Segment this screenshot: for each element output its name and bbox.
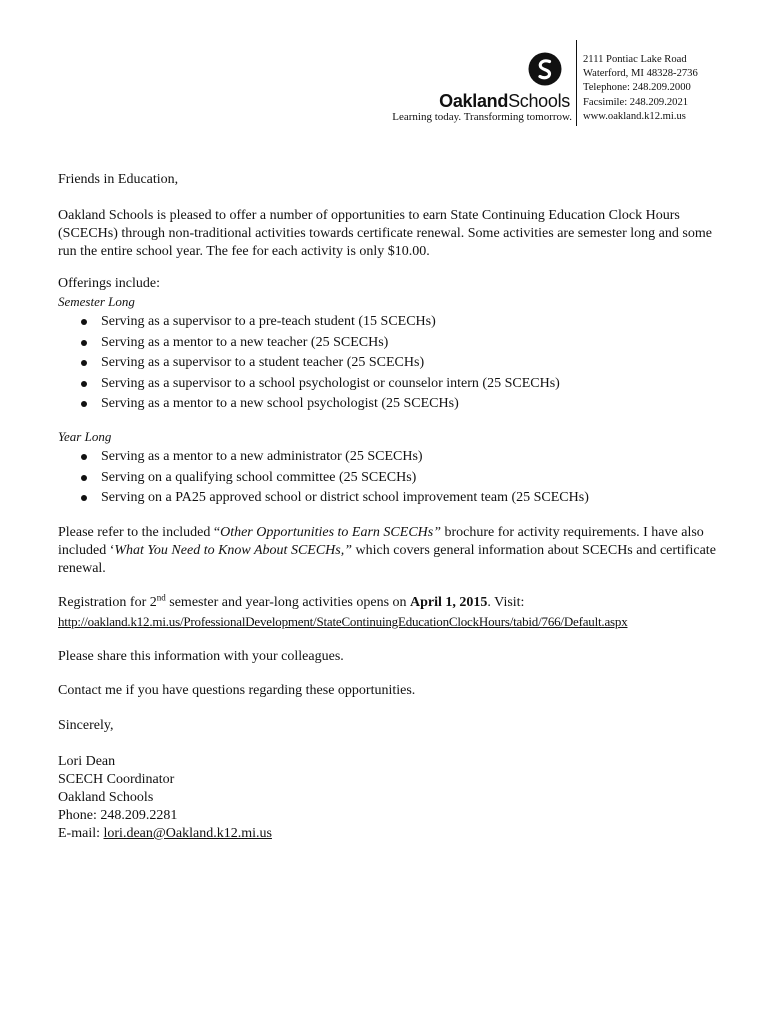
bullet-icon [81, 360, 87, 366]
tagline: Learning today. Transforming tomorrow. [392, 111, 572, 123]
list-item: Serving on a PA25 approved school or district school improvement team (25 SCECHs) [58, 489, 718, 510]
bullet-icon [81, 381, 87, 387]
list-item: Serving as a mentor to a new administrator (25 SCECHs) [58, 448, 718, 469]
address-facsimile: Facsimile: 248.209.2021 [583, 96, 689, 108]
letterhead [0, 0, 770, 130]
bullet-icon [81, 319, 87, 325]
address-block [583, 53, 698, 124]
signature-organization: Oakland Schools [58, 790, 154, 805]
signature-title: SCECH Coordinator [58, 772, 175, 787]
closing: Sincerely, [58, 718, 114, 733]
share-paragraph: Please share this information with your colleagues. [58, 649, 344, 664]
year-long-list [58, 448, 718, 510]
offerings-heading: Offerings include: [58, 276, 160, 291]
brand-wordmark [438, 91, 570, 112]
semester-long-list [58, 313, 718, 416]
year-long-heading: Year Long [58, 429, 112, 444]
address-telephone: Telephone: 248.209.2000 [583, 82, 691, 94]
bullet-icon [81, 454, 87, 460]
list-item: Serving as a supervisor to a school psychologist or counselor intern (25 SCECHs) [58, 375, 718, 396]
address-street: 2111 Pontiac Lake Road [583, 54, 687, 65]
refer-paragraph: Please refer to the included “Other Opportunities to Earn SCECHs” brochure for activity requirements. I have also included ‘What You Need to Know About SCECHs,” which covers general information about SCECHs and certificate renewal. [58, 525, 716, 576]
registration-paragraph: Registration for 2nd semester and year-long activities opens on April 1, 2015. Visit: [58, 592, 525, 610]
intro-paragraph: Oakland Schools is pleased to offer a number of opportunities to earn State Continuing Education Clock Hours (SCECHs) through non-traditional activities towards certificate renewal. Some activities are semester long and some run the entire school year. The fee for each activity is only $10.00. [58, 208, 712, 259]
address-city: Waterford, MI 48328-2736 [583, 68, 698, 80]
bullet-icon [81, 340, 87, 346]
brochure-title: Other Opportunities to Earn SCECHs” [220, 525, 441, 540]
list-item: Serving as a supervisor to a pre-teach student (15 SCECHs) [58, 313, 718, 334]
greeting: Friends in Education, [58, 172, 179, 187]
contact-paragraph: Contact me if you have questions regarding these opportunities. [58, 683, 416, 698]
registration-date: April 1, 2015 [410, 595, 488, 610]
bullet-icon [81, 401, 87, 407]
list-item: Serving as a mentor to a new teacher (25 SCECHs) [58, 334, 718, 355]
list-item: Serving on a qualifying school committee (25 SCECHs) [58, 469, 718, 490]
bullet-icon [81, 495, 87, 501]
address-website: www.oakland.k12.mi.us [583, 110, 686, 122]
guide-title: What You Need to Know About SCECHs,” [114, 543, 353, 558]
brand-bold: Oakland [439, 91, 509, 111]
semester-long-heading: Semester Long [58, 294, 135, 309]
letterhead-divider [576, 40, 577, 126]
bullet-icon [81, 475, 87, 481]
list-item: Serving as a supervisor to a student teacher (25 SCECHs) [58, 354, 718, 375]
oakland-schools-logo-icon [528, 52, 562, 86]
registration-url-line [58, 613, 718, 631]
registration-link[interactable]: http://oakland.k12.mi.us/ProfessionalDevelopment/StateContinuingEducationClockHours/tabid/766/Default.aspx [58, 614, 628, 629]
brand-light: Schools [508, 91, 570, 111]
list-item: Serving as a mentor to a new school psychologist (25 SCECHs) [58, 395, 718, 416]
signature-phone: Phone: 248.209.2281 [58, 808, 178, 823]
email-link[interactable]: lori.dean@Oakland.k12.mi.us [103, 826, 272, 841]
signature-name: Lori Dean [58, 754, 116, 769]
signature-email-line: E-mail: lori.dean@Oakland.k12.mi.us [58, 826, 272, 841]
